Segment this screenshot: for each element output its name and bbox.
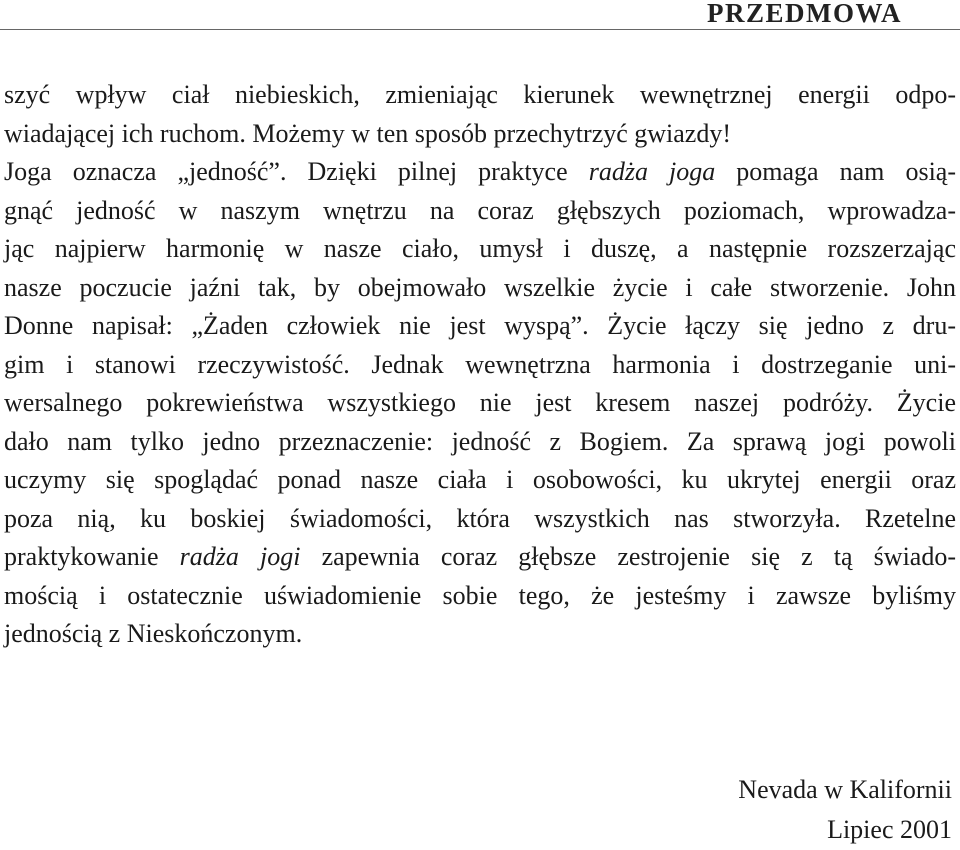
text-segment: gim i stanowi rzeczywistość. Jednak wewnętrzna harmonia i dostrzeganie uni- (4, 349, 956, 379)
text-line (4, 346, 956, 385)
text-segment: wersalnego pokrewieństwa wszystkiego nie jest kresem naszej podróży. Życie (4, 388, 956, 417)
italic-term: radża jogi (179, 542, 301, 571)
text-line (4, 115, 956, 154)
text-segment: nasze poczucie jaźni tak, by obejmowało wszelkie życie i całe stworzenie. John (4, 272, 956, 302)
text-segment: szyć wpływ ciał niebieskich, zmieniając kierunek wewnętrznej energii odpo- (4, 80, 956, 109)
text-segment: gnąć jedność w naszym wnętrzu na coraz głębszych poziomach, wprowadza- (4, 195, 956, 225)
text-line (4, 500, 956, 539)
header-divider (0, 29, 960, 30)
text-line (4, 384, 956, 423)
text-segment: pomaga nam osią- (715, 157, 956, 186)
text-segment: praktykowanie (4, 542, 180, 571)
text-line (4, 230, 956, 269)
text-line (4, 577, 956, 616)
text-segment: poza nią, ku boskiej świadomości, która wszystkich nas stworzyła. Rzetelne (4, 503, 956, 533)
text-segment: jednością z Nieskończonym. (4, 619, 303, 648)
text-line (4, 269, 956, 308)
text-line (4, 153, 956, 192)
signature-date: Lipiec 2001 (827, 815, 952, 844)
page-title: PRZEDMOWA (707, 0, 902, 28)
text-line (4, 461, 956, 500)
text-segment: dało nam tylko jedno przeznaczenie: jedność z Bogiem. Za sprawą jogi powoli (4, 426, 956, 456)
text-line (4, 76, 956, 115)
text-segment: jąc najpierw harmonię w nasze ciało, umysł i duszę, a następnie rozszerzając (4, 234, 956, 263)
text-segment: wiadającej ich ruchom. Możemy w ten sposób przechytrzyć gwiazdy! (4, 118, 732, 148)
text-line (4, 192, 956, 231)
text-line (4, 538, 956, 577)
text-line (4, 615, 956, 654)
text-segment: zapewnia coraz głębsze zestrojenie się z tą świado- (300, 542, 956, 571)
text-line (4, 423, 956, 462)
signature-place: Nevada w Kalifornii (738, 775, 952, 804)
text-segment: uczymy się spoglądać ponad nasze ciała i osobowości, ku ukrytej energii oraz (4, 465, 956, 494)
text-line (4, 307, 956, 346)
signature-block (738, 770, 952, 850)
text-segment: mością i ostatecznie uświadomienie sobie tego, że jesteśmy i zawsze byliśmy (4, 580, 956, 610)
italic-term: radża joga (588, 157, 716, 186)
preface-body (4, 76, 956, 654)
page-header (0, 0, 960, 30)
text-segment: Joga oznacza „jedność”. Dzięki pilnej praktyce (4, 157, 589, 186)
text-segment: Donne napisał: „Żaden człowiek nie jest wyspą”. Życie łączy się jedno z dru- (4, 311, 956, 340)
